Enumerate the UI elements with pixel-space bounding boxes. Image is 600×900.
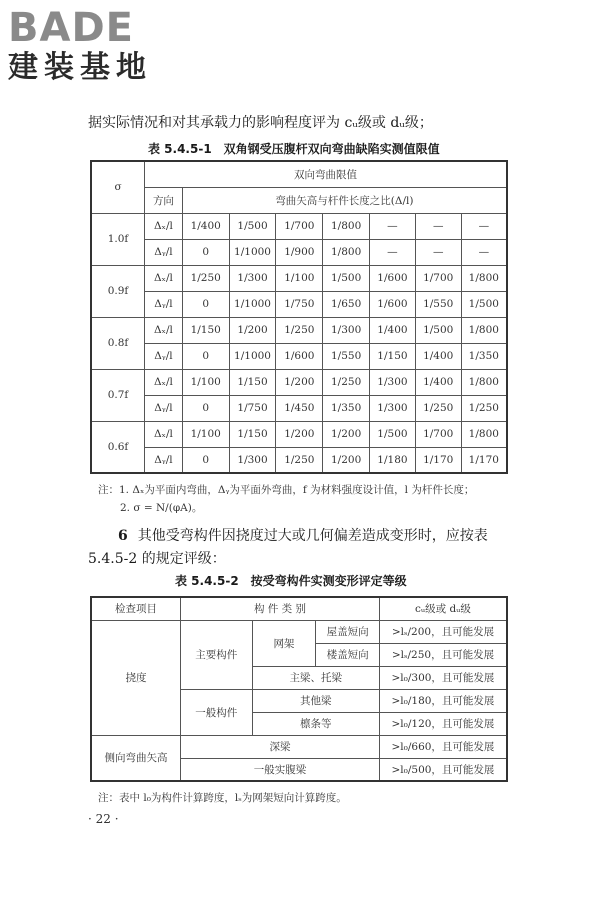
table1-value-cell: 1/650 (323, 291, 370, 317)
table1-direction-cell: Δₓ/l (145, 213, 183, 239)
table1-direction-cell: Δᵧ/l (145, 395, 183, 421)
table1-value-cell: — (370, 239, 416, 265)
table1-value-cell: 1/170 (415, 447, 461, 473)
table1-row (91, 265, 507, 291)
table1-value-cell: 1/500 (461, 291, 507, 317)
logo-subtitle: 建装基地 (8, 50, 152, 85)
table1-value-cell: 1/200 (229, 317, 276, 343)
table1-value-cell: 1/250 (276, 447, 323, 473)
table1-value-cell: — (415, 239, 461, 265)
table1-value-cell: 1/300 (229, 265, 276, 291)
intro-text: 据实际情况和对其承载力的影响程度评为 cᵤ级或 dᵤ级； (88, 115, 433, 131)
table2-other-beam: 其他梁 (252, 689, 379, 712)
table1-value-cell: 0 (182, 395, 229, 421)
table1-value-cell: 1/800 (323, 213, 370, 239)
table2-truss: 网架 (252, 620, 316, 666)
table1-value-cell: 1/750 (276, 291, 323, 317)
table1-value-cell: 1/500 (323, 265, 370, 291)
table1-value-cell: 1/200 (323, 421, 370, 447)
table1-value-cell: 1/800 (461, 421, 507, 447)
table1-value-cell: 1/300 (229, 447, 276, 473)
table1-value-cell: — (415, 213, 461, 239)
table1-row (91, 447, 507, 473)
table2-grade-1: >lₛ/200，且可能发展 (379, 620, 507, 643)
table2-header-item: 检查项目 (91, 597, 181, 620)
table1-value-cell: 1/1000 (229, 239, 276, 265)
table1-value-cell: 1/400 (370, 317, 416, 343)
table1-value-cell: — (461, 213, 507, 239)
bade-logo (8, 6, 178, 86)
table1-sigma-cell: 1.0f (91, 213, 145, 265)
table1-value-cell: 1/100 (182, 421, 229, 447)
table2-grade-4: >l₀/180，且可能发展 (379, 689, 507, 712)
table1-value-cell: 1/250 (182, 265, 229, 291)
table1-value-cell: 1/800 (461, 369, 507, 395)
table1-value-cell: 1/500 (229, 213, 276, 239)
table1-value-cell: 1/400 (415, 369, 461, 395)
table1-direction-cell: Δᵧ/l (145, 291, 183, 317)
table1-direction-cell: Δₓ/l (145, 421, 183, 447)
table1-value-cell: 1/700 (415, 265, 461, 291)
paragraph-6-line1 (118, 525, 488, 545)
table1-value-cell: 1/700 (415, 421, 461, 447)
table1-value-cell: 1/400 (415, 343, 461, 369)
table2-floor-short: 楼盖短向 (316, 643, 380, 666)
table1-value-cell: 1/200 (276, 369, 323, 395)
table1-value-cell: 1/400 (182, 213, 229, 239)
table1-value-cell: 1/150 (370, 343, 416, 369)
table1-header-ratio: 弯曲矢高与杆件长度之比(Δ/l) (182, 187, 507, 213)
table2-grade-6: >l₀/660，且可能发展 (379, 735, 507, 758)
table1-header-direction: 方向 (145, 187, 183, 213)
table1-row (91, 343, 507, 369)
table1-value-cell: 1/150 (229, 421, 276, 447)
table2-solid-web: 一般实腹梁 (181, 758, 380, 781)
table1-value-cell: — (461, 239, 507, 265)
table1-sigma-cell: 0.6f (91, 421, 145, 473)
table2-grade-5: >l₀/120，且可能发展 (379, 712, 507, 735)
table2-grade-7: >l₀/500，且可能发展 (379, 758, 507, 781)
table1-value-cell: 1/100 (182, 369, 229, 395)
table1-direction-cell: Δᵧ/l (145, 239, 183, 265)
table1-value-cell: 1/150 (182, 317, 229, 343)
table2-header-type: 构 件 类 别 (181, 597, 380, 620)
table1-row (91, 291, 507, 317)
table1-value-cell: 1/600 (276, 343, 323, 369)
table2-note: 注：表中 l₀为构件计算跨度，lₛ为网架短向计算跨度。 (98, 792, 347, 804)
table1-value-cell: 1/450 (276, 395, 323, 421)
table1-direction-cell: Δₓ/l (145, 317, 183, 343)
table1-value-cell: 1/500 (415, 317, 461, 343)
table1-value-cell: 0 (182, 447, 229, 473)
table1-value-cell: 1/250 (323, 369, 370, 395)
table1-value-cell: 1/800 (461, 317, 507, 343)
table1-value-cell: 0 (182, 239, 229, 265)
table1-direction-cell: Δₓ/l (145, 369, 183, 395)
table1-value-cell: 1/700 (276, 213, 323, 239)
table1-note-1: 注：1. Δₓ为平面内弯曲，Δᵧ为平面外弯曲，f 为材料强度设计值，l 为杆件长度； (98, 484, 475, 496)
table1-value-cell: 1/550 (415, 291, 461, 317)
table1-sigma-cell: 0.7f (91, 369, 145, 421)
paragraph-6-text: 其他受弯构件因挠度过大或几何偏差造成变形时，应按表 (137, 528, 488, 544)
page-number: · 22 · (88, 812, 119, 826)
table1-direction-cell: Δᵧ/l (145, 343, 183, 369)
paragraph-6-number: 6 (118, 528, 128, 544)
table1-value-cell: 1/550 (323, 343, 370, 369)
table1-value-cell: 1/800 (461, 265, 507, 291)
table2-main-member: 主要构件 (181, 620, 253, 689)
table1-value-cell: 1/750 (229, 395, 276, 421)
table1-value-cell: 1/200 (323, 447, 370, 473)
table1-value-cell: 1/170 (461, 447, 507, 473)
table2-header-grade: cᵤ级或 dᵤ级 (379, 597, 507, 620)
table1 (90, 160, 508, 474)
table1-row (91, 317, 507, 343)
table1-note-2: 2. σ = N/(φA)。 (120, 502, 203, 514)
table1-row (91, 395, 507, 421)
table2-roof-short: 屋盖短向 (316, 620, 380, 643)
table1-value-cell: 1/180 (370, 447, 416, 473)
table1-value-cell: 1/1000 (229, 343, 276, 369)
table1-value-cell: 1/350 (323, 395, 370, 421)
table2-purlin: 檩条等 (252, 712, 379, 735)
table1-row (91, 369, 507, 395)
paragraph-6-line2: 5.4.5-2 的规定评级： (88, 551, 226, 567)
table1-row (91, 421, 507, 447)
table1-value-cell: 1/1000 (229, 291, 276, 317)
table1-sigma-cell: 0.9f (91, 265, 145, 317)
table1-value-cell: 1/100 (276, 265, 323, 291)
table1-direction-cell: Δᵧ/l (145, 447, 183, 473)
table2-deep-beam: 深梁 (181, 735, 380, 758)
table1-value-cell: 1/300 (370, 369, 416, 395)
table2-caption: 表 5.4.5-2 按受弯构件实测变形评定等级 (175, 574, 407, 588)
table1-header-sigma: σ (91, 161, 145, 213)
table1-value-cell: 0 (182, 343, 229, 369)
table2-grade-2: >lₛ/250，且可能发展 (379, 643, 507, 666)
table1-value-cell: 1/600 (370, 265, 416, 291)
table2-main-beam: 主梁、托梁 (252, 666, 379, 689)
table1-value-cell: 1/250 (461, 395, 507, 421)
table1-value-cell: 1/900 (276, 239, 323, 265)
table1-value-cell: — (370, 213, 416, 239)
table1-value-cell: 0 (182, 291, 229, 317)
table1-value-cell: 1/600 (370, 291, 416, 317)
table2-grade-3: >l₀/300，且可能发展 (379, 666, 507, 689)
table1-value-cell: 1/250 (415, 395, 461, 421)
table1-row (91, 239, 507, 265)
table1-value-cell: 1/350 (461, 343, 507, 369)
table1-direction-cell: Δₓ/l (145, 265, 183, 291)
table1-value-cell: 1/150 (229, 369, 276, 395)
logo-wordmark: BADE (8, 5, 134, 51)
table2-general-member: 一般构件 (181, 689, 253, 735)
table1-header-group: 双向弯曲限值 (145, 161, 507, 187)
table2-item-deflection: 挠度 (91, 620, 181, 735)
table1-value-cell: 1/800 (323, 239, 370, 265)
table1-value-cell: 1/250 (276, 317, 323, 343)
table1-value-cell: 1/200 (276, 421, 323, 447)
table1-caption: 表 5.4.5-1 双角钢受压腹杆双向弯曲缺陷实测值限值 (148, 142, 440, 156)
table1-value-cell: 1/300 (370, 395, 416, 421)
table1-value-cell: 1/300 (323, 317, 370, 343)
table2 (90, 596, 508, 782)
table1-value-cell: 1/500 (370, 421, 416, 447)
table1-row (91, 213, 507, 239)
table1-sigma-cell: 0.8f (91, 317, 145, 369)
table2-item-lateral: 侧向弯曲矢高 (91, 735, 181, 781)
